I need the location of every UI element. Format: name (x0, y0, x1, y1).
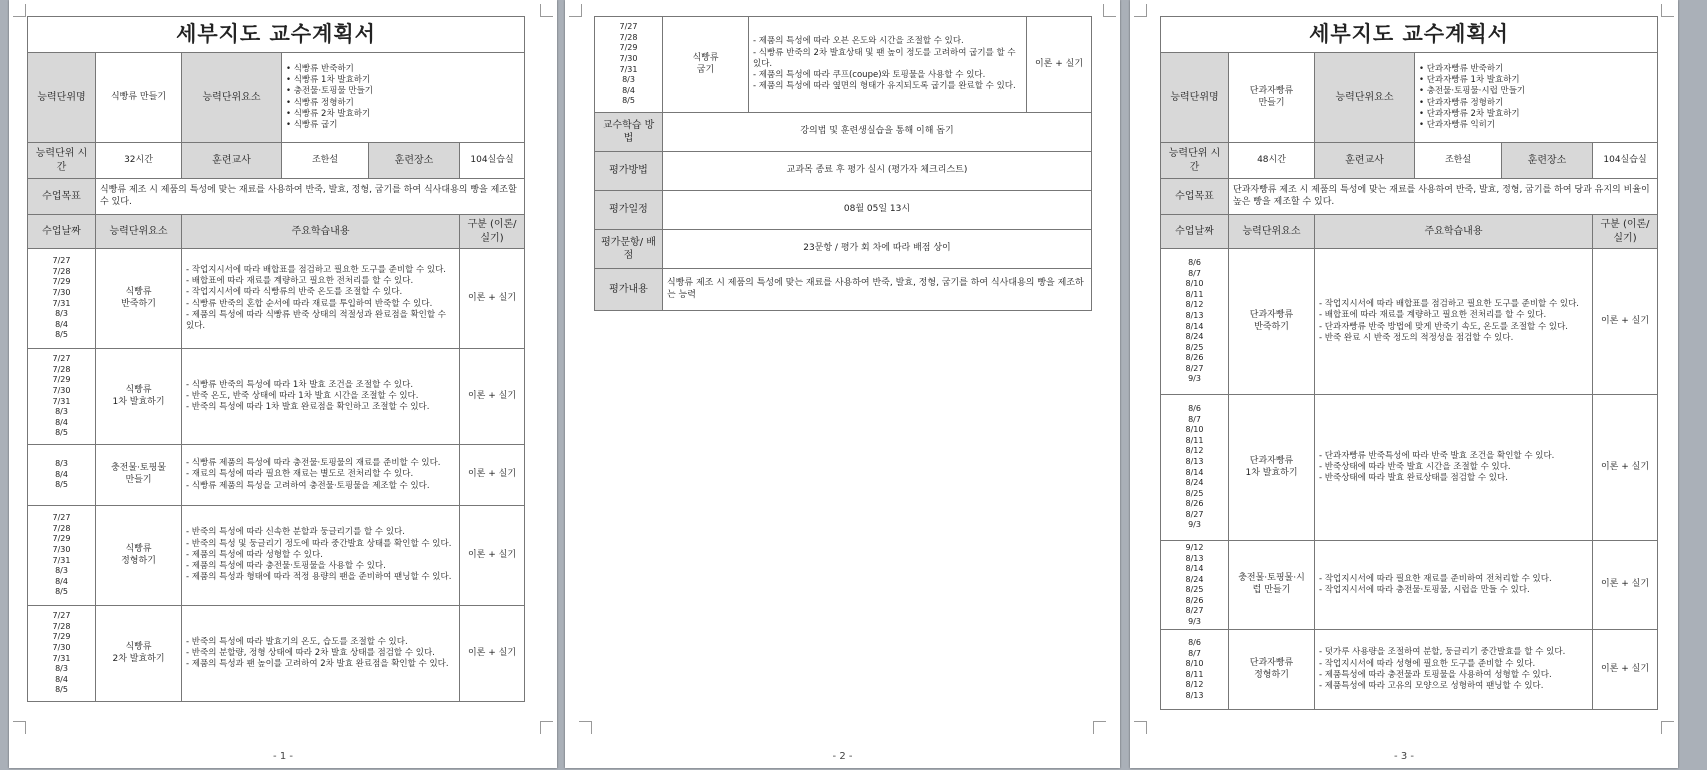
element-item: • 식빵류 2차 발효하기 (286, 108, 371, 119)
row-dates: 8/6 8/7 8/10 8/11 8/12 8/13 8/14 8/24 8/25 8/26 8/27 9/3 (1161, 249, 1229, 395)
row-element: 식빵류 2차 발효하기 (96, 606, 182, 702)
table-row (28, 506, 525, 606)
table-row (1161, 541, 1658, 630)
row-content: - 반죽의 특성에 따라 신속한 분할과 둥글리기를 할 수 있다. - 반죽의 특성 및 둥글리기 정도에 따라 중간발효 상태를 확인할 수 있다. - 제품의 특성에 따라 성형할 수 있다. - 제품의 특성에 따라 충전물·토핑물을 사용할 수 있다. - 제품의 특성과 형태에 따라 적정 용량의 팬을 준비하여 팬닝할 수 있다. (182, 506, 460, 606)
unit-name: 단과자빵류 만들기 (1229, 53, 1315, 143)
element-item: • 단과자빵류 반죽하기 (1419, 63, 1504, 74)
page-corner-mark (540, 721, 553, 734)
row-dates: 9/12 8/13 8/14 8/24 8/25 8/26 8/27 9/3 (1161, 541, 1229, 630)
element-item: • 식빵류 반죽하기 (286, 63, 354, 74)
row-content: - 제품의 특성에 따라 오븐 온도와 시간을 조절할 수 있다. - 식빵류 반죽의 2차 발효상태 및 팬 높이 정도를 고려하여 굽기를 할 수 있다. - 제품의 특성에 따라 쿠프(coupe)와 토핑물을 사용할 수 있다. - 제품의 특성에 따라 옆면의 형태가 유지되도록 굽기를 완료할 수 있다. (749, 17, 1027, 113)
document-page-1 (9, 0, 557, 768)
row-element: 식빵류 1차 발효하기 (96, 349, 182, 445)
row-element: 단과자빵류 1차 발효하기 (1229, 395, 1315, 541)
teaching-method: 강의법 및 훈련생실습을 통해 이해 돕기 (663, 113, 1092, 152)
row-content: - 작업지시서에 따라 필요한 재료를 준비하여 전처리할 수 있다. - 작업지시서에 따라 충전물·토핑물, 시럽을 만들 수 있다. (1315, 541, 1593, 630)
row-type: 이론 + 실기 (460, 606, 525, 702)
element-item: • 식빵류 굽기 (286, 119, 338, 130)
row-element: 단과자빵류 반죽하기 (1229, 249, 1315, 395)
row-type: 이론 + 실기 (1593, 541, 1658, 630)
elements-list (282, 53, 525, 143)
col-header-type: 구분 (이론/실기) (1593, 215, 1658, 249)
row-element: 식빵류 굽기 (663, 17, 749, 113)
eval-items: 23문항 / 평가 회 차에 따라 배점 상이 (663, 230, 1092, 269)
row-type: 이론 + 실기 (1593, 249, 1658, 395)
eval-date-label: 평가일정 (595, 191, 663, 230)
row-dates: 8/6 8/7 8/10 8/11 8/12 8/13 (1161, 630, 1229, 710)
element-item: • 식빵류 정형하기 (286, 97, 354, 108)
row-type: 이론 + 실기 (1593, 630, 1658, 710)
unit-time: 32시간 (96, 143, 182, 179)
element-item: • 식빵류 1차 발효하기 (286, 75, 371, 86)
time-label: 능력단위 시간 (1161, 143, 1229, 179)
unit-time: 48시간 (1229, 143, 1315, 179)
row-dates: 7/27 7/28 7/29 7/30 7/31 8/3 8/4 8/5 (28, 349, 96, 445)
table-row (28, 249, 525, 349)
row-element: 식빵류 반죽하기 (96, 249, 182, 349)
eval-method: 교과목 종료 후 평가 실시 (평가자 체크리스트) (663, 152, 1092, 191)
row-type: 이론 + 실기 (460, 445, 525, 506)
row-content: - 단과자빵류 반죽특성에 따라 반죽 발효 조건을 확인할 수 있다. - 반죽상태에 따라 반죽 발효 시간을 조절할 수 있다. - 반죽상태에 따라 발효 완료상태를 점검할 수 있다. (1315, 395, 1593, 541)
row-content: - 덧가루 사용량을 조절하여 분할, 둥글리기 중간발효를 할 수 있다. - 작업지시서에 따라 성형에 필요한 도구를 준비할 수 있다. - 제품특성에 따라 충전물과 토핑물을 사용하여 성형할 수 있다. - 제품특성에 따라 고유의 모양으로 성형하여 팬닝할 수 있다. (1315, 630, 1593, 710)
eval-content: 식빵류 제조 시 제품의 특성에 맞는 재료를 사용하여 반죽, 발효, 정형, 굽기를 하여 식사대용의 빵을 제조하는 능력 (663, 269, 1092, 311)
teacher-label: 훈련교사 (182, 143, 282, 179)
elements-label: 능력단위요소 (1315, 53, 1415, 143)
table-row (1161, 395, 1658, 541)
col-header-element: 능력단위요소 (96, 215, 182, 249)
unit-name-label: 능력단위명 (28, 53, 96, 143)
page-number: - 1 - (273, 751, 293, 762)
lesson-plan-table (27, 16, 525, 702)
training-place: 104실습실 (460, 143, 525, 179)
training-place: 104실습실 (1593, 143, 1658, 179)
page-title: 세부지도 교수계획서 (1161, 17, 1658, 53)
eval-date: 08월 05일 13시 (663, 191, 1092, 230)
document-page-3 (1130, 0, 1678, 768)
col-header-type: 구분 (이론/실기) (460, 215, 525, 249)
element-item: • 충전물·토핑물·시럽 만들기 (1419, 86, 1526, 97)
row-dates: 7/27 7/28 7/29 7/30 7/31 8/3 8/4 8/5 (28, 506, 96, 606)
unit-name-label: 능력단위명 (1161, 53, 1229, 143)
row-type: 이론 + 실기 (460, 349, 525, 445)
lesson-plan-table (1160, 16, 1658, 710)
teacher-name: 조한설 (1415, 143, 1502, 179)
eval-content-label: 평가내용 (595, 269, 663, 311)
row-element: 충전물·토핑물 만들기 (96, 445, 182, 506)
teacher-label: 훈련교사 (1315, 143, 1415, 179)
elements-label: 능력단위요소 (182, 53, 282, 143)
table-row (28, 606, 525, 702)
page-corner-mark (13, 721, 26, 734)
row-element: 단과자빵류 정형하기 (1229, 630, 1315, 710)
goal-label: 수업목표 (28, 179, 96, 215)
method-label: 교수학습 방법 (595, 113, 663, 152)
lesson-goal: 단과자빵류 제조 시 제품의 특성에 맞는 재료를 사용하여 반죽, 발효, 정형, 굽기를 하여 당과 유지의 비율이 높은 빵을 제조할 수 있다. (1229, 179, 1658, 215)
page-corner-mark (569, 4, 582, 17)
lesson-plan-table-continued (594, 16, 1092, 311)
page-number: - 3 - (1394, 751, 1414, 762)
row-dates: 7/27 7/28 7/29 7/30 7/31 8/3 8/4 8/5 (595, 17, 663, 113)
goal-label: 수업목표 (1161, 179, 1229, 215)
col-header-content: 주요학습내용 (182, 215, 460, 249)
unit-name: 식빵류 만들기 (96, 53, 182, 143)
eval-items-label: 평가문항/ 배점 (595, 230, 663, 269)
page-corner-mark (13, 4, 26, 17)
col-header-date: 수업날짜 (28, 215, 96, 249)
row-content: - 작업지시서에 따라 배합표를 점검하고 필요한 도구를 준비할 수 있다. - 배합표에 따라 재료를 계량하고 필요한 전처리를 할 수 있다. - 단과자빵류 반죽 방법에 맞게 반죽기 속도, 온도를 조절할 수 있다. - 반죽 완료 시 반죽 정도의 적정성을 점검할 수 있다. (1315, 249, 1593, 395)
page-number: - 2 - (832, 751, 853, 762)
col-header-date: 수업날짜 (1161, 215, 1229, 249)
page-corner-mark (1093, 721, 1106, 734)
element-item: • 단과자빵류 1차 발효하기 (1419, 75, 1520, 86)
col-header-element: 능력단위요소 (1229, 215, 1315, 249)
row-element: 식빵류 정형하기 (96, 506, 182, 606)
time-label: 능력단위 시간 (28, 143, 96, 179)
page-title: 세부지도 교수계획서 (28, 17, 525, 53)
table-row (1161, 249, 1658, 395)
table-row (1161, 630, 1658, 710)
page-corner-mark (1103, 4, 1116, 17)
page-corner-mark (1134, 721, 1147, 734)
element-item: • 충전물·토핑물 만들기 (286, 86, 374, 97)
element-item: • 단과자빵류 2차 발효하기 (1419, 108, 1520, 119)
page-corner-mark (1661, 4, 1674, 17)
row-dates: 7/27 7/28 7/29 7/30 7/31 8/3 8/4 8/5 (28, 249, 96, 349)
table-row (595, 17, 1092, 113)
teacher-name: 조한설 (282, 143, 369, 179)
row-content: - 식빵류 제품의 특성에 따라 충전물·토핑물의 재료를 준비할 수 있다. - 재료의 특성에 따라 필요한 재료는 별도로 전처리할 수 있다. - 식빵류 제품의 특성을 고려하여 충전물·토핑물을 제조할 수 있다. (182, 445, 460, 506)
row-type: 이론 + 실기 (1593, 395, 1658, 541)
table-row (28, 445, 525, 506)
row-type: 이론 + 실기 (1027, 17, 1092, 113)
page-corner-mark (1134, 4, 1147, 17)
row-content: - 반죽의 특성에 따라 발효기의 온도, 습도를 조절할 수 있다. - 반죽의 분할량, 정형 상태에 따라 2차 발효 상태를 점검할 수 있다. - 제품의 특성과 팬 높이를 고려하여 2차 발효 완료점을 확인할 수 있다. (182, 606, 460, 702)
row-dates: 8/6 8/7 8/10 8/11 8/12 8/13 8/14 8/24 8/25 8/26 8/27 9/3 (1161, 395, 1229, 541)
elements-list (1415, 53, 1658, 143)
row-dates: 8/3 8/4 8/5 (28, 445, 96, 506)
row-content: - 식빵류 반죽의 특성에 따라 1차 발효 조건을 조절할 수 있다. - 반죽 온도, 반죽 상태에 따라 1차 발효 시간을 조절할 수 있다. - 반죽의 특성에 따라 1차 발효 완료점을 확인하고 조절할 수 있다. (182, 349, 460, 445)
page-corner-mark (579, 721, 592, 734)
row-type: 이론 + 실기 (460, 506, 525, 606)
table-row (28, 349, 525, 445)
place-label: 훈련장소 (369, 143, 460, 179)
row-element: 충전물·토핑물·시 럽 만들기 (1229, 541, 1315, 630)
element-item: • 단과자빵류 정형하기 (1419, 97, 1504, 108)
document-page-2 (565, 0, 1120, 768)
lesson-goal: 식빵류 제조 시 제품의 특성에 맞는 재료를 사용하여 반죽, 발효, 정형, 굽기를 하여 식사대용의 빵을 제조할 수 있다. (96, 179, 525, 215)
row-dates: 7/27 7/28 7/29 7/30 7/31 8/3 8/4 8/5 (28, 606, 96, 702)
place-label: 훈련장소 (1502, 143, 1593, 179)
row-content: - 작업지시서에 따라 배합표를 점검하고 필요한 도구를 준비할 수 있다. - 배합표에 따라 재료를 계량하고 필요한 전처리를 할 수 있다. - 작업지시서에 따라 식빵류의 반죽 온도를 조절할 수 있다. - 식빵류 반죽의 혼합 순서에 따라 재료를 투입하여 반죽할 수 있다. - 제품의 특성에 따라 식빵류 반죽 상태의 적절성과 완료점을 확인할 수 있다. (182, 249, 460, 349)
row-type: 이론 + 실기 (460, 249, 525, 349)
eval-method-label: 평가방법 (595, 152, 663, 191)
element-item: • 단과자빵류 익히기 (1419, 119, 1496, 130)
col-header-content: 주요학습내용 (1315, 215, 1593, 249)
page-corner-mark (1661, 721, 1674, 734)
page-corner-mark (540, 4, 553, 17)
